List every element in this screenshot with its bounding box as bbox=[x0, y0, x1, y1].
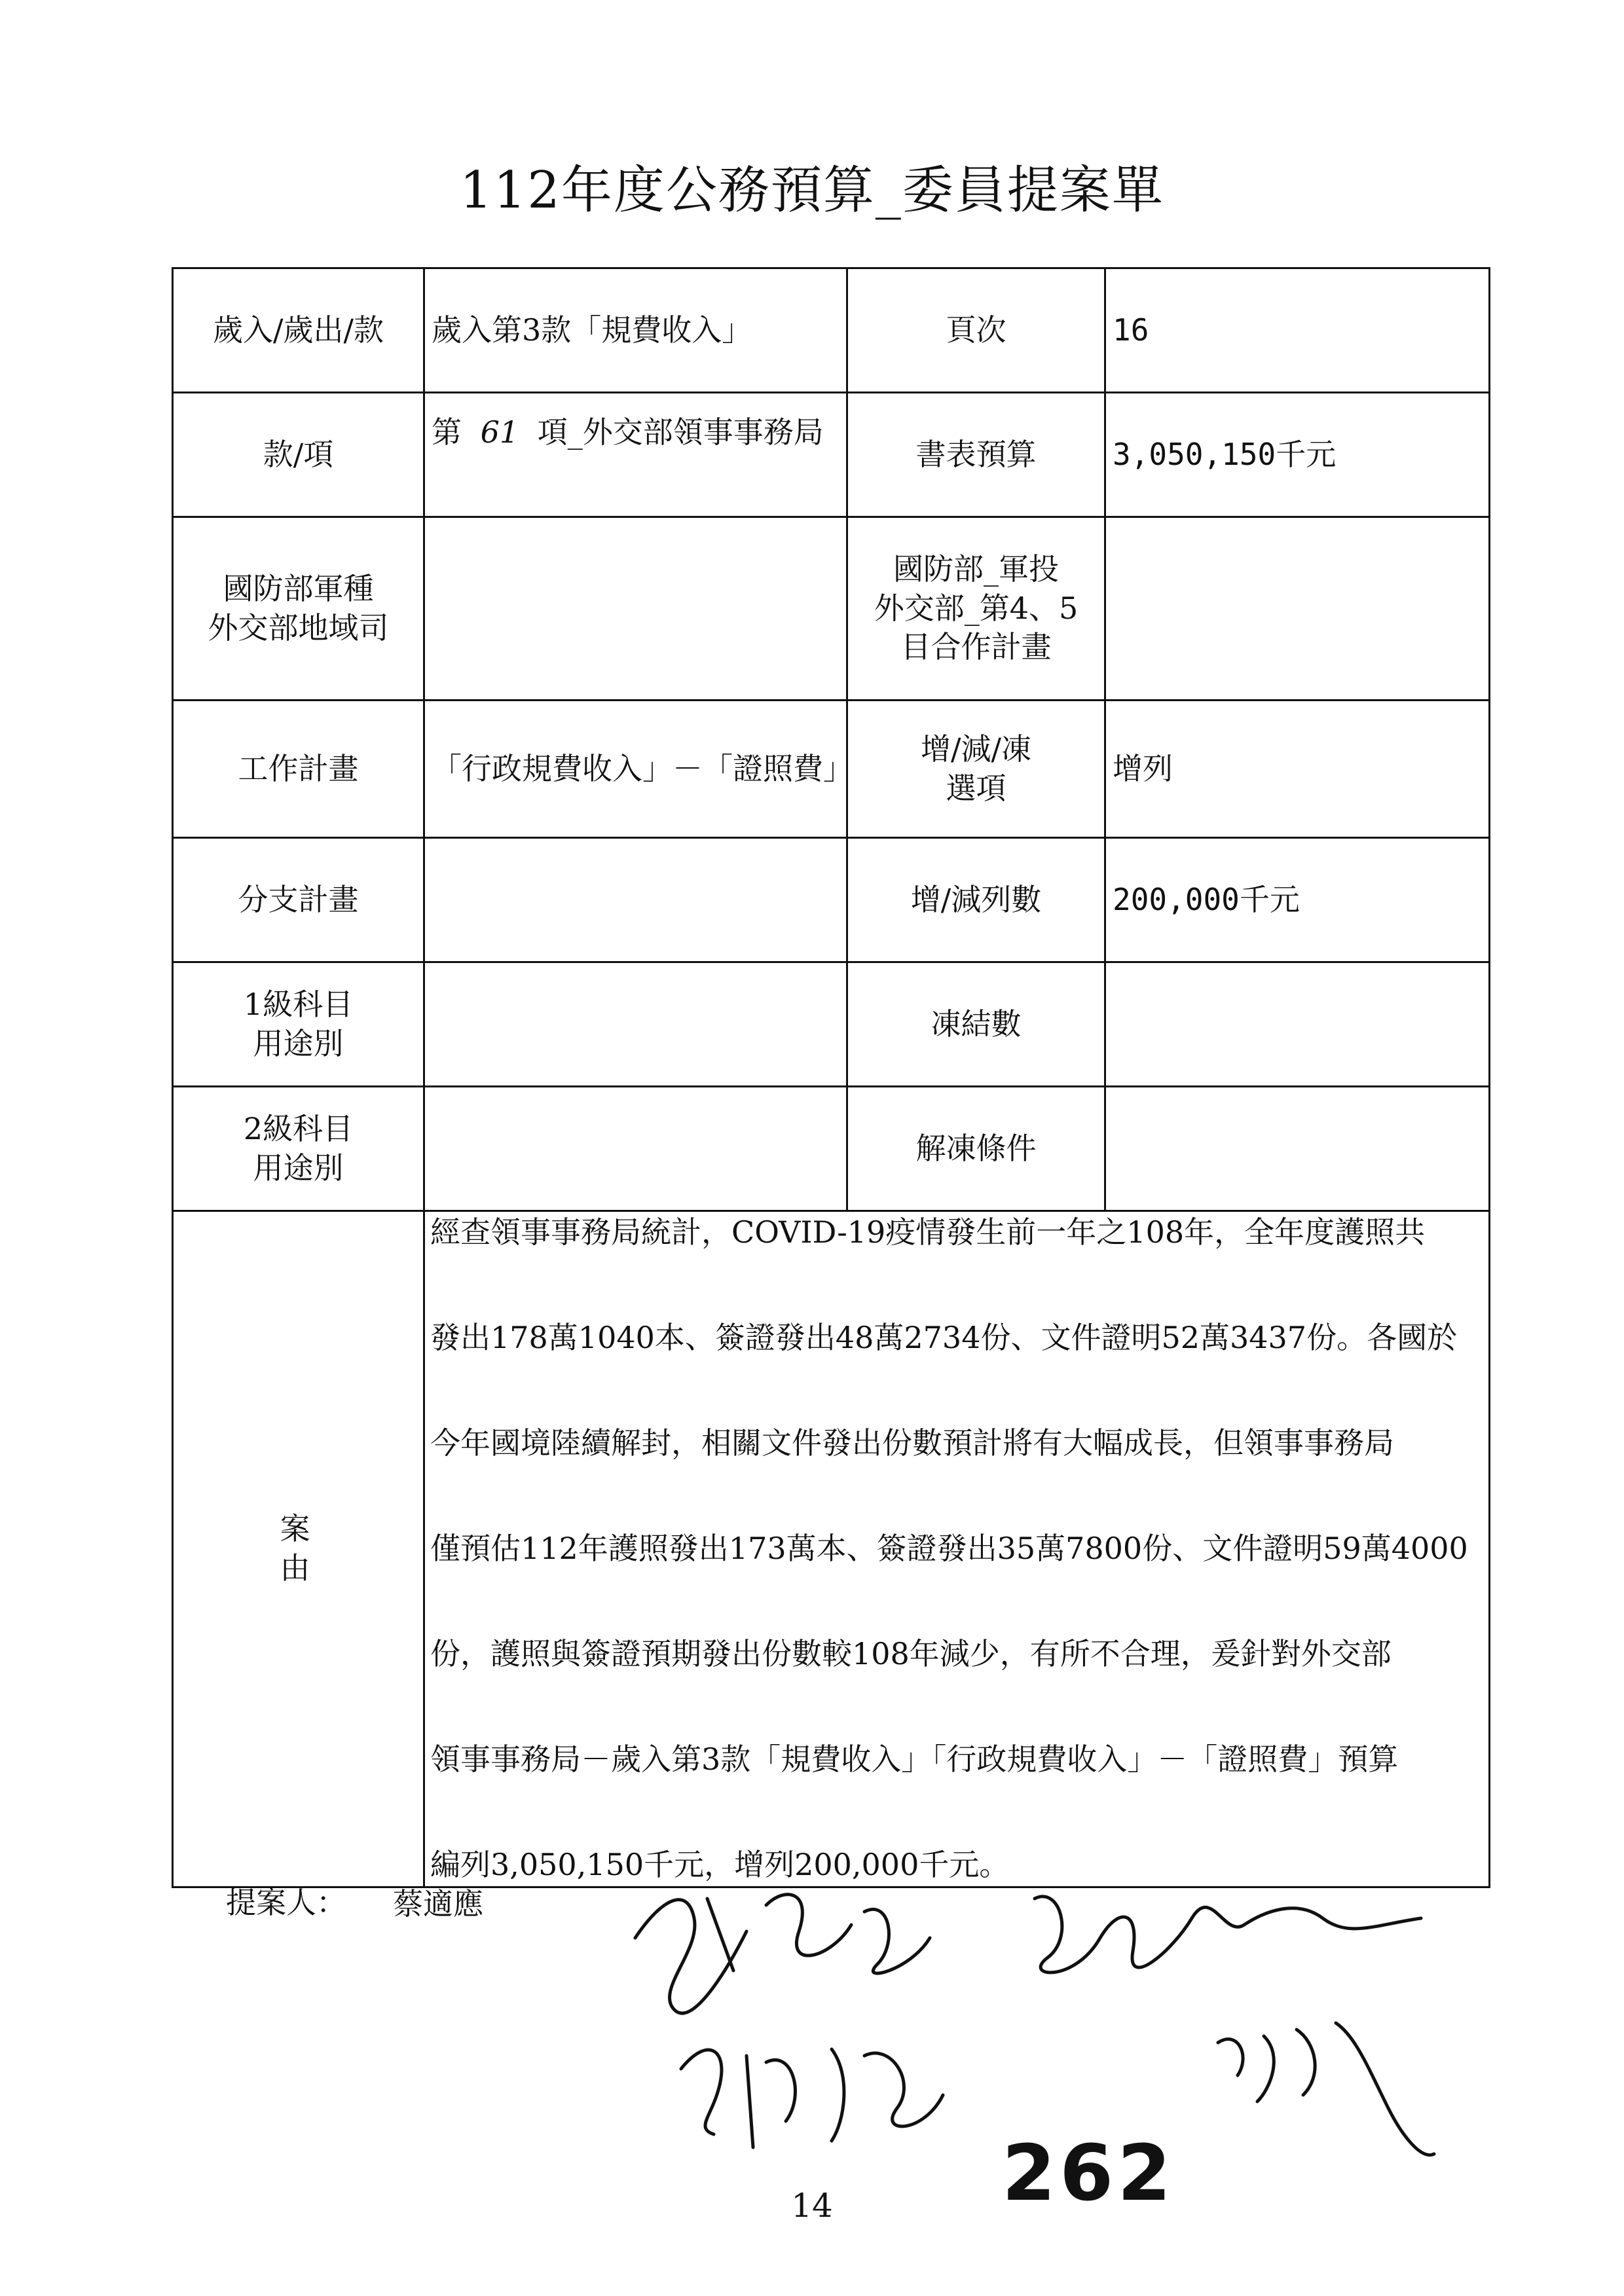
reason-line: 發出178萬1040本、簽證發出48萬2734份、文件證明52萬3437份。各國於 bbox=[430, 1320, 1458, 1355]
value-cell: 增列 bbox=[1105, 701, 1490, 838]
value-cell: 3,050,150千元 bbox=[1105, 393, 1490, 517]
value-cell bbox=[424, 517, 847, 701]
value-cell: 16 bbox=[1105, 268, 1490, 393]
table-row bbox=[173, 517, 1490, 701]
document-title: 112年度公務預算_委員提案單 bbox=[460, 161, 1164, 220]
reason-text bbox=[424, 1211, 1490, 1887]
label-cell: 頁次 bbox=[847, 268, 1105, 393]
table-row bbox=[173, 268, 1490, 393]
label-cell: 分支計畫 bbox=[173, 838, 424, 962]
handwritten-signatures bbox=[616, 1859, 1467, 2160]
label-cell: 國防部軍種 外交部地域司 bbox=[173, 517, 424, 701]
table-row bbox=[173, 962, 1490, 1087]
table-row bbox=[173, 1087, 1490, 1211]
item-suffix: 項_外交部領事事務局 bbox=[537, 414, 824, 450]
signature-3 bbox=[681, 2049, 943, 2147]
label-cell: 增/減列數 bbox=[847, 838, 1105, 962]
proposal-form-table bbox=[172, 267, 1490, 1888]
reason-line: 份，護照與簽證預期發出份數較108年減少，有所不合理，爰針對外交部 bbox=[430, 1636, 1392, 1671]
value-cell bbox=[1105, 1087, 1490, 1211]
proposer-label: 提案人： bbox=[226, 1885, 346, 1920]
value-cell bbox=[424, 393, 847, 517]
label-cell: 工作計畫 bbox=[173, 701, 424, 838]
label-cell: 2級科目 用途別 bbox=[173, 1087, 424, 1211]
table-row bbox=[173, 701, 1490, 838]
item-prefix: 第 bbox=[432, 414, 462, 450]
label-cell: 歲入/歲出/款 bbox=[173, 268, 424, 393]
value-cell bbox=[424, 962, 847, 1087]
signature-2 bbox=[1035, 1897, 1421, 1973]
reason-line: 今年國境陸續解封，相關文件發出份數預計將有大幅成長，但領事事務局 bbox=[430, 1425, 1394, 1461]
reason-label: 案由 bbox=[173, 1211, 424, 1887]
table-row bbox=[173, 1211, 1490, 1887]
reason-line: 領事事務局－歲入第3款「規費收入」「行政規費收入」－「證照費」預算 bbox=[430, 1741, 1399, 1777]
value-cell: 歲入第3款「規費收入」 bbox=[424, 268, 847, 393]
label-cell: 解凍條件 bbox=[847, 1087, 1105, 1211]
value-cell bbox=[1105, 962, 1490, 1087]
label-cell: 書表預算 bbox=[847, 393, 1105, 517]
proposer-name: 蔡適應 bbox=[393, 1886, 483, 1922]
value-cell: 「行政規費收入」－「證照費」 bbox=[424, 701, 847, 838]
label-cell: 1級科目 用途別 bbox=[173, 962, 424, 1087]
signature-1 bbox=[635, 1895, 930, 2013]
handwritten-number: 262 bbox=[1002, 2128, 1175, 2218]
signature-4 bbox=[1218, 2023, 1434, 2155]
value-cell bbox=[424, 838, 847, 962]
label-cell: 凍結數 bbox=[847, 962, 1105, 1087]
reason-line: 經查領事事務局統計，COVID-19疫情發生前一年之108年，全年度護照共 bbox=[430, 1214, 1426, 1250]
reason-line: 僅預估112年護照發出173萬本、簽證發出35萬7800份、文件證明59萬4000 bbox=[430, 1531, 1468, 1566]
label-cell: 國防部_軍投 外交部_第4、5 目合作計畫 bbox=[847, 517, 1105, 701]
value-cell bbox=[424, 1087, 847, 1211]
reason-line: 編列3,050,150千元，增列200,000千元。 bbox=[430, 1847, 1010, 1882]
value-cell bbox=[1105, 517, 1490, 701]
label-cell: 款/項 bbox=[173, 393, 424, 517]
label-cell: 增/減/凍 選項 bbox=[847, 701, 1105, 838]
page-number: 14 bbox=[791, 2187, 833, 2225]
handwritten-item-number: 61 bbox=[480, 414, 519, 450]
table-row bbox=[173, 393, 1490, 517]
table-row bbox=[173, 838, 1490, 962]
value-cell: 200,000千元 bbox=[1105, 838, 1490, 962]
